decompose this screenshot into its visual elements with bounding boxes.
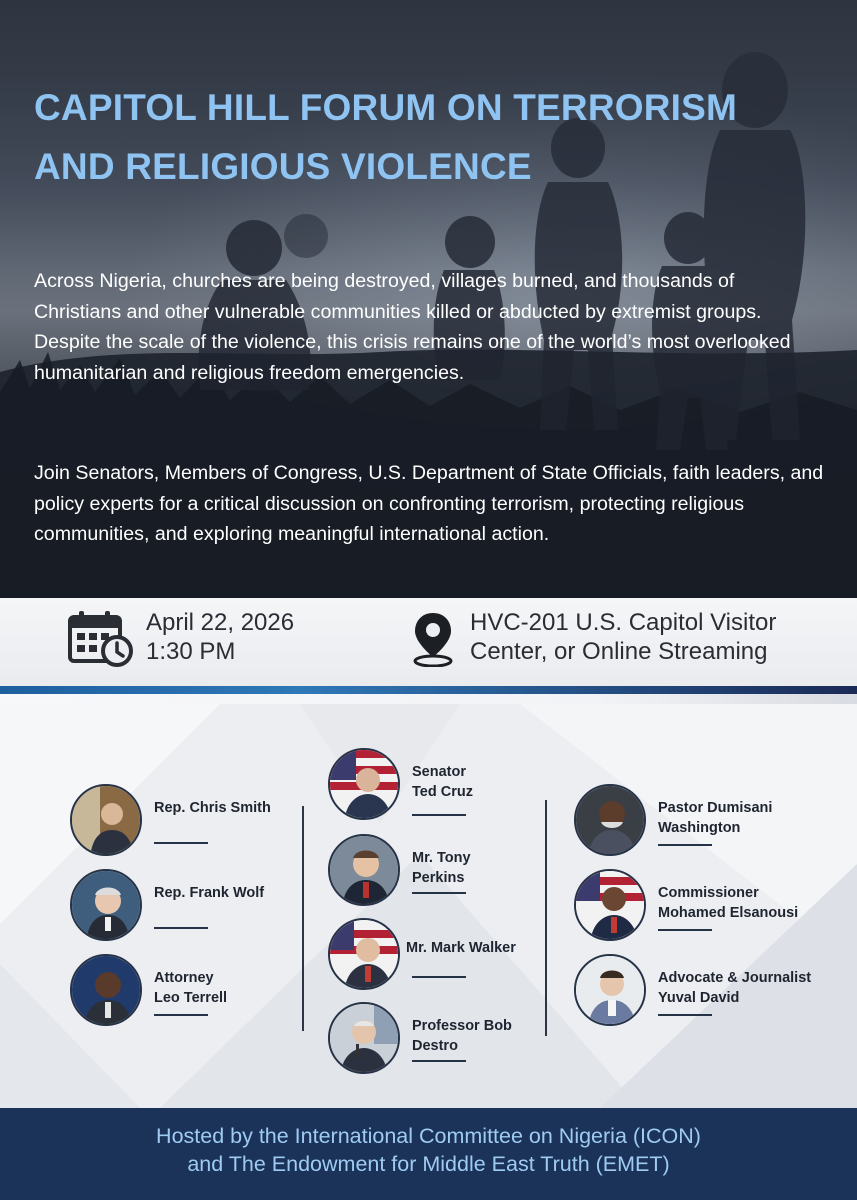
hosted-by-text xyxy=(0,1122,857,1178)
event-datetime xyxy=(146,608,294,666)
name-underline xyxy=(658,844,712,846)
speaker-photo xyxy=(70,869,142,941)
map-pin-icon xyxy=(411,611,455,667)
speaker-photo xyxy=(328,748,400,820)
speaker-name: Attorney Leo Terrell xyxy=(154,970,228,1006)
event-time: 1:30 PM xyxy=(146,638,236,665)
speaker-photo xyxy=(70,784,142,856)
name-underline xyxy=(412,892,466,894)
name-underline xyxy=(154,927,208,929)
title-line-2: AND RELIGIOUS VIOLENCE xyxy=(34,146,532,187)
speakers-section xyxy=(0,704,857,1108)
column-divider-right xyxy=(545,800,547,1036)
accent-divider-light xyxy=(0,694,857,704)
event-info-bar xyxy=(0,598,857,688)
speaker-name: Rep. Chris Smith xyxy=(154,800,271,816)
speaker-photo xyxy=(574,954,646,1026)
page-title xyxy=(34,78,814,196)
calendar-clock-icon xyxy=(67,609,135,667)
invitation-paragraph: Join Senators, Members of Congress, U.S. Department of State Officials, faith leaders, and policy experts for a critical discussion on confronting terrorism, protecting religious communities, and exploring meaningful international action. xyxy=(34,462,824,545)
name-underline xyxy=(154,1014,208,1016)
host-footer xyxy=(0,1108,857,1200)
speaker-photo xyxy=(328,918,400,990)
speaker-name: Professor Bob Destro xyxy=(412,1018,512,1054)
title-line-1: CAPITOL HILL FORUM ON TERRORISM xyxy=(34,87,738,128)
speaker-photo xyxy=(328,834,400,906)
footer-line-2: and The Endowment for Middle East Truth (EMET) xyxy=(187,1152,670,1176)
event-date: April 22, 2026 xyxy=(146,609,295,636)
speaker-name: Senator Ted Cruz xyxy=(412,764,473,800)
speaker-name: Commissioner Mohamed Elsanousi xyxy=(658,885,799,921)
name-underline xyxy=(412,1060,466,1062)
hero-section xyxy=(0,0,857,598)
speaker-name: Mr. Mark Walker xyxy=(406,940,516,956)
speaker-photo xyxy=(574,869,646,941)
event-location xyxy=(470,608,776,666)
name-underline xyxy=(658,929,712,931)
location-line-1: HVC-201 U.S. Capitol Visitor xyxy=(470,609,777,636)
speaker-name: Rep. Frank Wolf xyxy=(154,885,265,901)
speaker-name: Mr. Tony Perkins xyxy=(412,850,471,886)
speaker-name: Pastor Dumisani Washington xyxy=(658,800,773,836)
name-underline xyxy=(658,1014,712,1016)
speaker-name: Advocate & Journalist Yuval David xyxy=(658,970,812,1006)
accent-divider xyxy=(0,686,857,694)
footer-line-1: Hosted by the International Committee on Nigeria (ICON) xyxy=(156,1124,701,1148)
speaker-photo xyxy=(70,954,142,1026)
intro-paragraph: Across Nigeria, churches are being destroyed, villages burned, and thousands of Christians and other vulnerable communities killed or abducted by extremist groups. Despite the scale of the violence, this crisis remains one of the world’s most overlooked humanitarian and religious freedom emergencies. xyxy=(34,270,791,384)
speaker-photo xyxy=(328,1002,400,1074)
speaker-photo xyxy=(574,784,646,856)
name-underline xyxy=(412,976,466,978)
location-line-2: Center, or Online Streaming xyxy=(470,638,768,665)
name-underline xyxy=(154,842,208,844)
name-underline xyxy=(412,814,466,816)
